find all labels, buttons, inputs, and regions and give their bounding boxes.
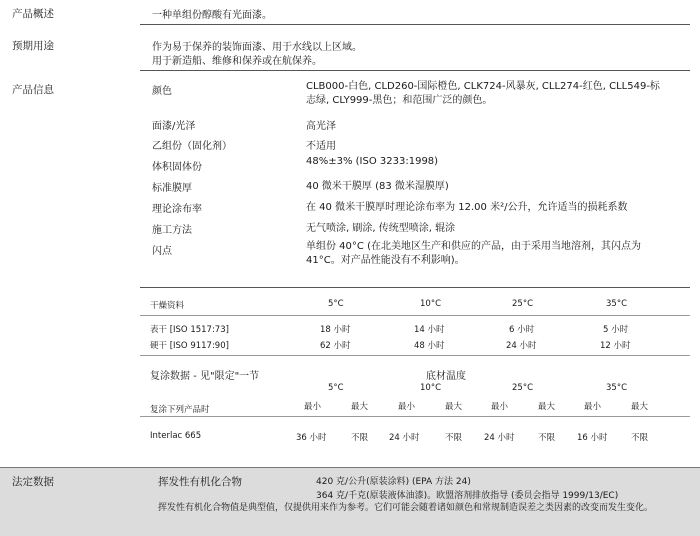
overcoat-cell: 不限 [538, 433, 556, 443]
product-info-label: 产品信息 [12, 84, 54, 96]
divider [0, 467, 700, 468]
info-key-part-b: 乙组份（固化剂） [152, 141, 232, 152]
drying-cell: 18 小时 [320, 325, 351, 335]
drying-cell: 5 小时 [603, 325, 629, 335]
overcoat-temp-25: 25°C [512, 383, 534, 393]
overcoat-cell: 不限 [351, 433, 369, 443]
info-value-volume-solids: 48%±3% (ISO 3233:1998) [306, 156, 439, 167]
overview-text: 一种单组份醇酸有光面漆。 [152, 10, 272, 21]
divider [140, 416, 690, 417]
info-value-film-thickness: 40 微米干膜厚 (83 微米湿膜厚) [306, 181, 449, 192]
regulatory-label: 法定数据 [12, 476, 54, 488]
drying-cell: 14 小时 [414, 325, 445, 335]
drying-header: 干燥资料 [150, 301, 185, 311]
drying-temp-25: 25°C [512, 299, 534, 309]
info-key-finish: 面漆/光泽 [152, 121, 196, 132]
info-value-finish: 高光泽 [306, 121, 336, 132]
voc-label: 挥发性有机化合物 [158, 476, 242, 488]
drying-cell: 48 小时 [414, 341, 445, 351]
overcoat-temp-10: 10°C [420, 383, 442, 393]
drying-cell: 24 小时 [506, 341, 537, 351]
drying-cell: 12 小时 [600, 341, 631, 351]
overcoat-max-label: 最大 [351, 402, 369, 412]
info-key-application: 施工方法 [152, 225, 192, 236]
info-key-color: 颜色 [152, 86, 172, 97]
divider [140, 24, 690, 25]
overcoat-cell: 不限 [631, 433, 649, 443]
drying-cell: 62 小时 [320, 341, 351, 351]
overcoat-min-label: 最小 [304, 402, 322, 412]
regulatory-note: 挥发性有机化合物值是典型值，仅提供用来作为参考。它们可能会随着诸如颜色和常规制造误差之类因素的改变而发生变化。 [158, 503, 654, 513]
overcoat-max-label: 最大 [538, 402, 556, 412]
overcoat-max-label: 最大 [631, 402, 649, 412]
drying-row-label: 硬干 [ISO 9117:90] [150, 341, 229, 351]
info-key-flash-point: 闪点 [152, 246, 172, 257]
overcoat-cell: 16 小时 [577, 433, 608, 443]
intended-use-label: 预期用途 [12, 40, 54, 52]
overcoat-temp-35: 35°C [606, 383, 628, 393]
drying-temp-5: 5°C [328, 299, 344, 309]
overcoat-subheader: 复涂下列产品时 [150, 405, 210, 415]
overview-label: 产品概述 [12, 8, 54, 20]
overcoat-temp-5: 5°C [328, 383, 344, 393]
divider [140, 287, 690, 288]
drying-row-label: 表干 [ISO 1517:73] [150, 325, 229, 335]
overcoat-product: Interlac 665 [150, 431, 202, 441]
overcoat-min-label: 最小 [398, 402, 416, 412]
voc-line-2: 364 克/千克(原装液体油漆)。欧盟溶剂排放指导 (委员会指导 1999/13/EC) [316, 491, 619, 501]
overcoat-cell: 36 小时 [296, 433, 327, 443]
divider [140, 315, 690, 316]
overcoat-min-label: 最小 [491, 402, 509, 412]
divider [140, 355, 690, 356]
substrate-temp-label: 底材温度 [426, 371, 466, 382]
info-value-part-b: 不适用 [306, 141, 336, 152]
info-value-spreading-rate: 在 40 微米干膜厚时理论涂布率为 12.00 米²/公升，允许适当的损耗系数 [306, 202, 628, 213]
intended-use-line-2: 用于新造船、维修和保养或在航保养。 [152, 56, 322, 67]
info-value-flash-point: 单组份 40°C (在北美地区生产和供应的产品，由于采用当地溶剂，其闪点为 41°C。对产品性能没有不利影响)。 [306, 241, 641, 266]
overcoat-title: 复涂数据 - 见"限定"一节 [150, 371, 260, 382]
overcoat-cell: 24 小时 [484, 433, 515, 443]
info-key-spreading-rate: 理论涂布率 [152, 204, 202, 215]
overcoat-min-label: 最小 [584, 402, 602, 412]
drying-cell: 6 小时 [509, 325, 535, 335]
intended-use-line-1: 作为易于保养的装饰面漆、用于水线以上区域。 [152, 42, 362, 53]
drying-temp-10: 10°C [420, 299, 442, 309]
info-value-application: 无气喷涂, 刷涂, 传统型喷涂, 辊涂 [306, 223, 456, 234]
overcoat-cell: 24 小时 [389, 433, 420, 443]
info-key-volume-solids: 体积固体份 [152, 162, 202, 173]
info-key-film-thickness: 标准膜厚 [152, 183, 192, 194]
voc-line-1: 420 克/公升(原装涂料) (EPA 方法 24) [316, 477, 471, 487]
overcoat-max-label: 最大 [445, 402, 463, 412]
divider [140, 70, 690, 71]
info-value-color: CLB000-白色, CLD260-国际橙色, CLK724-风暴灰, CLL274-红色, CLL549-标志绿, CLY999-黑色；和范围广泛的颜色。 [306, 81, 660, 106]
drying-temp-35: 35°C [606, 299, 628, 309]
overcoat-cell: 不限 [445, 433, 463, 443]
